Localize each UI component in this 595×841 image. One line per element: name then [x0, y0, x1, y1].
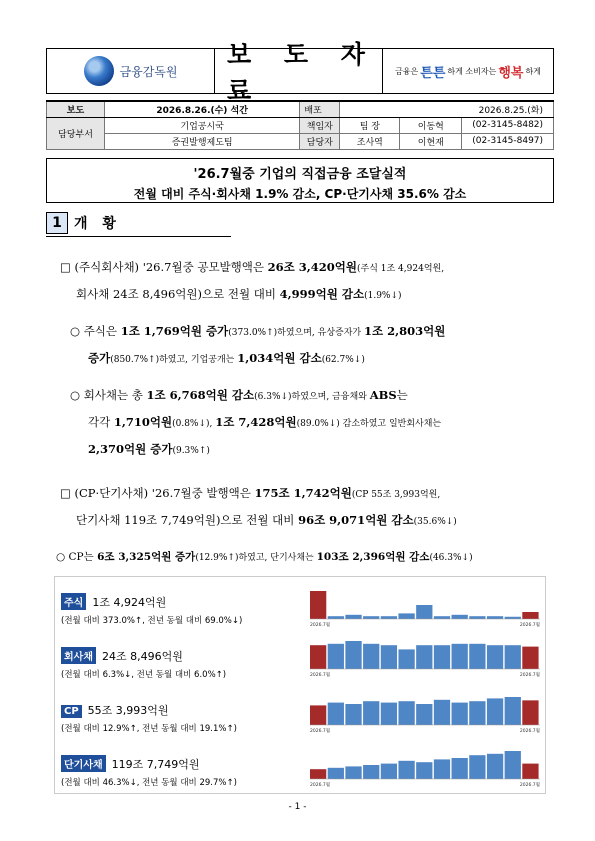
- bar-1-1: [328, 644, 344, 669]
- bar-1-9: [469, 644, 485, 669]
- bar-0-3: [363, 616, 379, 619]
- summary-panel: [54, 576, 546, 794]
- bar-3-7: [434, 759, 450, 779]
- sub-cp: (전월 대비 12.9%↑, 전년 동월 대비 19.1%↑): [61, 724, 237, 734]
- bar-1-11: [505, 645, 521, 669]
- title-line1: '26.7월중 기업의 직접금융 조달실적: [193, 167, 407, 182]
- p1-line2: 회사채 24조 8,496억원)으로 전월 대비: [76, 287, 280, 301]
- dept-label: 담당부서: [47, 117, 105, 149]
- tick-label-1-start: 2026.7월: [310, 673, 331, 677]
- bar-2-12: [522, 700, 538, 725]
- bar-2-3: [363, 701, 379, 725]
- bar-2-11: [505, 697, 521, 725]
- bar-0-8: [452, 615, 468, 619]
- paragraph-cp-detail: [56, 545, 556, 571]
- p5-cp: 6조 3,325억원 증가: [97, 551, 196, 563]
- p3-general: 2,370억원 증가: [88, 442, 173, 456]
- dept-2: 증권발행제도팀: [105, 133, 300, 149]
- tag-bond: 회사채: [61, 647, 96, 664]
- bar-1-6: [416, 645, 432, 669]
- page-number: - 1 -: [288, 802, 307, 812]
- bar-0-0: [310, 591, 326, 619]
- mini-chart-cp: [310, 695, 540, 733]
- section-heading: [46, 212, 121, 234]
- p2-pct: (62.7%↓): [321, 355, 365, 365]
- tick-label-0-end: 2026.7월: [519, 623, 540, 627]
- mini-chart-stock: [310, 589, 540, 627]
- bar-1-5: [398, 649, 414, 669]
- p4-change: 96조 9,071억원 감소: [298, 513, 414, 527]
- p2-ipo: 1,034억원 감소: [237, 351, 322, 365]
- p3-pct2: (89.0%↓) 감소하였고 일반회사채는: [296, 419, 442, 429]
- bar-0-5: [398, 613, 414, 619]
- sub-stock: (전월 대비 373.0%↑, 전년 동월 대비 69.0%↓): [61, 616, 243, 626]
- bar-0-10: [487, 616, 503, 619]
- bar-3-5: [398, 761, 414, 779]
- slogan-mid: 하게 소비자는: [447, 66, 497, 76]
- bar-3-11: [505, 751, 521, 779]
- mini-chart-stb: [310, 749, 540, 787]
- tag-cp: CP: [61, 705, 82, 718]
- p3-lead: ○ 회사채는 총: [70, 388, 147, 402]
- amount-bond: 24조 8,496억원: [101, 650, 183, 663]
- bar-2-2: [345, 704, 361, 725]
- section-label: 개 황: [74, 216, 121, 232]
- paragraph-cp: [60, 481, 560, 535]
- amount-stock: 1조 4,924억원: [92, 596, 167, 609]
- p1-pct: (1.9%↓): [364, 291, 402, 301]
- p3-each: 각각: [88, 415, 114, 429]
- bar-3-6: [416, 762, 432, 779]
- report-label: 보도: [47, 101, 105, 117]
- bar-3-9: [469, 755, 485, 779]
- p3-mid: (6.3%↓)하였으며, 금융채와: [254, 392, 370, 402]
- p4-pct: (35.6%↓): [413, 517, 457, 527]
- tag-stb: 단기사채: [61, 755, 106, 772]
- bar-3-0: [310, 769, 326, 779]
- tick-label-2-end: 2026.7월: [519, 729, 540, 733]
- p3-abs-amt: 1조 7,428억원: [215, 415, 297, 429]
- p4-detail: (CP 55조 3,993억원,: [351, 490, 441, 500]
- p5-pct: (46.3%↓): [429, 553, 473, 563]
- bar-1-12: [522, 647, 538, 669]
- role2-label: 담당자: [300, 133, 340, 149]
- amount-stb: 119조 7,749억원: [111, 758, 200, 771]
- role2-name: 이현재: [400, 133, 462, 149]
- p3-abs: ABS: [369, 388, 397, 402]
- bar-0-7: [434, 616, 450, 619]
- p3-dec: 1조 6,768억원 감소: [146, 388, 255, 402]
- tick-label-3-end: 2026.7월: [519, 783, 540, 787]
- amount-cp: 55조 3,993억원: [87, 704, 169, 717]
- role2-phone: (02-3145-8497): [462, 133, 554, 149]
- bar-2-9: [469, 701, 485, 725]
- paragraph-bond: [70, 383, 560, 464]
- tick-label-0-start: 2026.7월: [310, 623, 331, 627]
- bar-2-5: [398, 701, 414, 725]
- bar-2-1: [328, 703, 344, 725]
- role1-name: 이동혁: [400, 117, 462, 133]
- p3-pct1: (0.8%↓),: [172, 419, 216, 429]
- bar-0-6: [416, 605, 432, 619]
- bar-0-12: [522, 612, 538, 619]
- org-logo: [47, 49, 215, 93]
- p2-inc: 1조 1,769억원 증가: [120, 324, 229, 338]
- bar-3-10: [487, 754, 503, 779]
- org-name: 금융감독원: [119, 64, 178, 79]
- sub-bond: (전월 대비 6.3%↓, 전년 동월 대비 6.0%↑): [61, 670, 227, 680]
- report-date: 2026.8.26.(수) 석간: [105, 101, 300, 117]
- section-underline: [46, 236, 231, 237]
- bar-2-0: [310, 705, 326, 725]
- p1-lead: □ (주식회사채) '26.7월중 공모발행액은: [60, 260, 268, 274]
- slogan-post: 하게: [525, 66, 541, 76]
- p1-change: 4,999억원 감소: [279, 287, 365, 301]
- bar-3-4: [381, 764, 397, 779]
- bar-0-11: [505, 617, 521, 619]
- p4-lead: □ (CP·단기사채) '26.7월중 발행액은: [60, 486, 255, 500]
- globe-logo-icon: [84, 56, 114, 86]
- bar-0-4: [381, 616, 397, 619]
- slogan-em1: 튼튼: [420, 65, 446, 81]
- p5-mid: (12.9%↑)하였고, 단기사채는: [195, 553, 317, 563]
- p3-tail: 는: [396, 388, 408, 402]
- bar-3-2: [345, 766, 361, 779]
- bar-2-8: [452, 703, 468, 725]
- role1-title: 팀 장: [340, 117, 400, 133]
- tag-stock: 주식: [61, 593, 86, 610]
- title-box: [46, 158, 554, 203]
- paragraph-stock: [70, 319, 560, 373]
- p2-mid2: (850.7%↑)하였고, 기업공개는: [110, 355, 238, 365]
- bar-1-7: [434, 645, 450, 669]
- title-line2: 전월 대비 주식·회사채 1.9% 감소, CP·단기사채 35.6% 감소: [133, 187, 467, 201]
- bar-3-3: [363, 765, 379, 779]
- bar-1-4: [381, 645, 397, 669]
- bar-1-10: [487, 645, 503, 669]
- tick-label-1-end: 2026.7월: [519, 673, 540, 677]
- p2-mid: (373.0%↑)하였으며, 유상증자가: [228, 328, 364, 338]
- bar-2-7: [434, 700, 450, 725]
- role1-phone: (02-3145-8482): [462, 117, 554, 133]
- slogan: [383, 49, 553, 93]
- bar-3-8: [452, 758, 468, 779]
- p3-pct3: (9.3%↑): [172, 446, 210, 456]
- p2-lead: ○ 주식은: [70, 324, 121, 338]
- p3-fin: 1,710억원: [113, 415, 173, 429]
- section-number: 1: [46, 212, 68, 234]
- bar-1-8: [452, 644, 468, 669]
- bar-1-0: [310, 645, 326, 669]
- dept-1: 기업공시국: [105, 117, 300, 133]
- header-box: [46, 40, 554, 105]
- bar-2-4: [381, 703, 397, 725]
- bar-3-12: [522, 764, 538, 779]
- info-table: [46, 100, 554, 150]
- p2-inc2: 증가: [88, 351, 111, 365]
- dist-label: 배포: [300, 101, 340, 117]
- p1-detail: (주식 1조 4,924억원,: [357, 264, 445, 274]
- p5-stb: 103조 2,396억원 감소: [316, 551, 430, 563]
- tick-label-2-start: 2026.7월: [310, 729, 331, 733]
- tick-label-3-start: 2026.7월: [310, 783, 331, 787]
- p4-line2: 단기사채 119조 7,749억원)으로 전월 대비: [76, 513, 299, 527]
- dist-date: 2026.8.25.(화): [340, 101, 554, 117]
- slogan-em2: 행복: [498, 65, 524, 81]
- bar-0-2: [345, 615, 361, 619]
- sub-stb: (전월 대비 46.3%↓, 전년 동월 대비 29.7%↑): [61, 778, 237, 788]
- role1-label: 책임자: [300, 117, 340, 133]
- paragraph-stock-bond: [60, 255, 560, 309]
- bar-3-1: [328, 768, 344, 779]
- bar-2-10: [487, 698, 503, 725]
- doc-type: 보 도 자 료: [215, 49, 383, 93]
- slogan-pre: 금융은: [395, 66, 419, 76]
- bar-2-6: [416, 704, 432, 725]
- role2-title: 조사역: [340, 133, 400, 149]
- bar-1-3: [363, 644, 379, 669]
- p4-total: 175조 1,742억원: [254, 486, 352, 500]
- bar-0-9: [469, 616, 485, 619]
- p2-rights: 1조 2,803억원: [363, 324, 446, 338]
- p1-total: 26조 3,420억원: [267, 260, 358, 274]
- bar-1-2: [345, 641, 361, 669]
- mini-chart-bond: [310, 639, 540, 677]
- p5-lead: ○ CP는: [56, 551, 98, 563]
- bar-0-1: [328, 616, 344, 619]
